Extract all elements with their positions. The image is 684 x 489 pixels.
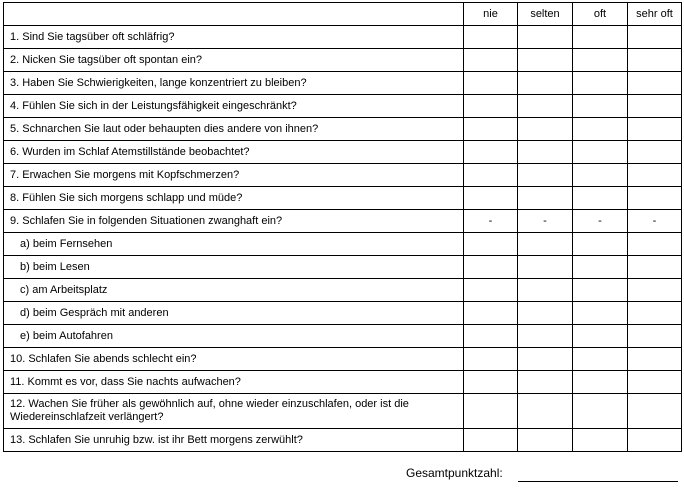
answer-cell-selten[interactable] (518, 49, 573, 72)
answer-cell-oft[interactable] (573, 72, 628, 95)
column-header: nie (464, 3, 518, 26)
answer-cell-sehr-oft[interactable] (628, 302, 682, 325)
answer-cell-oft[interactable] (573, 256, 628, 279)
answer-cell-oft[interactable] (573, 325, 628, 348)
answer-cell-selten[interactable]: - (518, 210, 573, 233)
answer-cell-oft[interactable] (573, 49, 628, 72)
answer-cell-oft[interactable] (573, 233, 628, 256)
answer-cell-nie[interactable] (464, 325, 518, 348)
answer-cell-nie[interactable] (464, 118, 518, 141)
answer-cell-selten[interactable] (518, 233, 573, 256)
answer-cell-sehr-oft[interactable] (628, 26, 682, 49)
answer-cell-sehr-oft[interactable] (628, 72, 682, 95)
answer-cell-sehr-oft[interactable] (628, 371, 682, 394)
question-row (4, 348, 682, 371)
question-text: d) beim Gespräch mit anderen (4, 302, 464, 325)
answer-cell-selten[interactable] (518, 371, 573, 394)
answer-cell-oft[interactable] (573, 95, 628, 118)
question-row (4, 371, 682, 394)
answer-cell-selten[interactable] (518, 118, 573, 141)
answer-cell-selten[interactable] (518, 141, 573, 164)
question-row (4, 164, 682, 187)
answer-cell-oft[interactable] (573, 187, 628, 210)
column-header: oft (573, 3, 628, 26)
answer-cell-selten[interactable] (518, 325, 573, 348)
question-text: 5. Schnarchen Sie laut oder behaupten dies andere von ihnen? (4, 118, 464, 141)
question-text: 13. Schlafen Sie unruhig bzw. ist ihr Bett morgens zerwühlt? (4, 429, 464, 452)
answer-cell-oft[interactable] (573, 141, 628, 164)
answer-cell-nie[interactable] (464, 429, 518, 452)
question-row (4, 325, 682, 348)
answer-cell-nie[interactable]: - (464, 210, 518, 233)
question-text: b) beim Lesen (4, 256, 464, 279)
answer-cell-oft[interactable] (573, 118, 628, 141)
question-text: 8. Fühlen Sie sich morgens schlapp und müde? (4, 187, 464, 210)
question-text: 4. Fühlen Sie sich in der Leistungsfähigkeit eingeschränkt? (4, 95, 464, 118)
total-score-label: Gesamtpunktzahl: (406, 466, 503, 480)
answer-cell-oft[interactable] (573, 394, 628, 429)
answer-cell-nie[interactable] (464, 233, 518, 256)
question-row (4, 210, 682, 233)
question-rows (4, 26, 682, 452)
answer-cell-selten[interactable] (518, 279, 573, 302)
question-text: 7. Erwachen Sie morgens mit Kopfschmerzen? (4, 164, 464, 187)
answer-cell-oft[interactable] (573, 164, 628, 187)
answer-cell-selten[interactable] (518, 348, 573, 371)
total-score-line[interactable] (518, 481, 678, 482)
answer-cell-selten[interactable] (518, 72, 573, 95)
answer-cell-sehr-oft[interactable]: - (628, 210, 682, 233)
question-text: 11. Kommt es vor, dass Sie nachts aufwachen? (4, 371, 464, 394)
answer-cell-sehr-oft[interactable] (628, 429, 682, 452)
column-header: selten (518, 3, 573, 26)
answer-cell-sehr-oft[interactable] (628, 95, 682, 118)
question-row (4, 256, 682, 279)
answer-cell-sehr-oft[interactable] (628, 49, 682, 72)
question-row (4, 72, 682, 95)
answer-cell-nie[interactable] (464, 394, 518, 429)
answer-cell-nie[interactable] (464, 279, 518, 302)
column-header: sehr oft (628, 3, 682, 26)
header-question-cell (4, 3, 464, 26)
answer-cell-sehr-oft[interactable] (628, 164, 682, 187)
answer-cell-selten[interactable] (518, 26, 573, 49)
answer-cell-nie[interactable] (464, 95, 518, 118)
answer-cell-oft[interactable] (573, 279, 628, 302)
question-text: 2. Nicken Sie tagsüber oft spontan ein? (4, 49, 464, 72)
question-row (4, 429, 682, 452)
question-text: e) beim Autofahren (4, 325, 464, 348)
answer-cell-sehr-oft[interactable] (628, 256, 682, 279)
question-row (4, 187, 682, 210)
question-row (4, 302, 682, 325)
answer-cell-selten[interactable] (518, 164, 573, 187)
answer-cell-nie[interactable] (464, 141, 518, 164)
question-text: 9. Schlafen Sie in folgenden Situationen zwanghaft ein? (4, 210, 464, 233)
answer-cell-selten[interactable] (518, 429, 573, 452)
answer-cell-oft[interactable] (573, 26, 628, 49)
answer-cell-oft[interactable]: - (573, 210, 628, 233)
answer-cell-nie[interactable] (464, 187, 518, 210)
answer-cell-selten[interactable] (518, 302, 573, 325)
question-text: 1. Sind Sie tagsüber oft schläfrig? (4, 26, 464, 49)
answer-cell-nie[interactable] (464, 371, 518, 394)
answer-cell-selten[interactable] (518, 187, 573, 210)
answer-cell-nie[interactable] (464, 348, 518, 371)
answer-cell-sehr-oft[interactable] (628, 394, 682, 429)
answer-cell-selten[interactable] (518, 256, 573, 279)
question-text: c) am Arbeitsplatz (4, 279, 464, 302)
question-text: a) beim Fernsehen (4, 233, 464, 256)
question-row (4, 394, 682, 429)
answer-cell-nie[interactable] (464, 72, 518, 95)
question-row (4, 26, 682, 49)
question-row (4, 49, 682, 72)
question-text: 6. Wurden im Schlaf Atemstillstände beobachtet? (4, 141, 464, 164)
answer-cell-sehr-oft[interactable] (628, 187, 682, 210)
answer-cell-sehr-oft[interactable] (628, 325, 682, 348)
question-row (4, 141, 682, 164)
answer-cell-sehr-oft[interactable] (628, 279, 682, 302)
answer-cell-nie[interactable] (464, 302, 518, 325)
answer-cell-nie[interactable] (464, 26, 518, 49)
question-row (4, 233, 682, 256)
questionnaire-table (3, 2, 682, 452)
answer-cell-nie[interactable] (464, 164, 518, 187)
answer-cell-sehr-oft[interactable] (628, 233, 682, 256)
question-text: 10. Schlafen Sie abends schlecht ein? (4, 348, 464, 371)
answer-cell-oft[interactable] (573, 371, 628, 394)
header-row (4, 3, 682, 26)
question-row (4, 279, 682, 302)
question-row (4, 95, 682, 118)
answer-cell-sehr-oft[interactable] (628, 118, 682, 141)
answer-cell-sehr-oft[interactable] (628, 141, 682, 164)
answer-cell-sehr-oft[interactable] (628, 348, 682, 371)
question-text: 12. Wachen Sie früher als gewöhnlich auf, ohne wieder einzuschlafen, oder ist die Wiedereinschlafzeit verlängert? (4, 394, 464, 429)
answer-cell-selten[interactable] (518, 394, 573, 429)
answer-cell-nie[interactable] (464, 256, 518, 279)
answer-cell-nie[interactable] (464, 49, 518, 72)
question-text: 3. Haben Sie Schwierigkeiten, lange konzentriert zu bleiben? (4, 72, 464, 95)
answer-cell-oft[interactable] (573, 302, 628, 325)
answer-cell-oft[interactable] (573, 348, 628, 371)
answer-cell-oft[interactable] (573, 429, 628, 452)
question-row (4, 118, 682, 141)
answer-cell-selten[interactable] (518, 95, 573, 118)
